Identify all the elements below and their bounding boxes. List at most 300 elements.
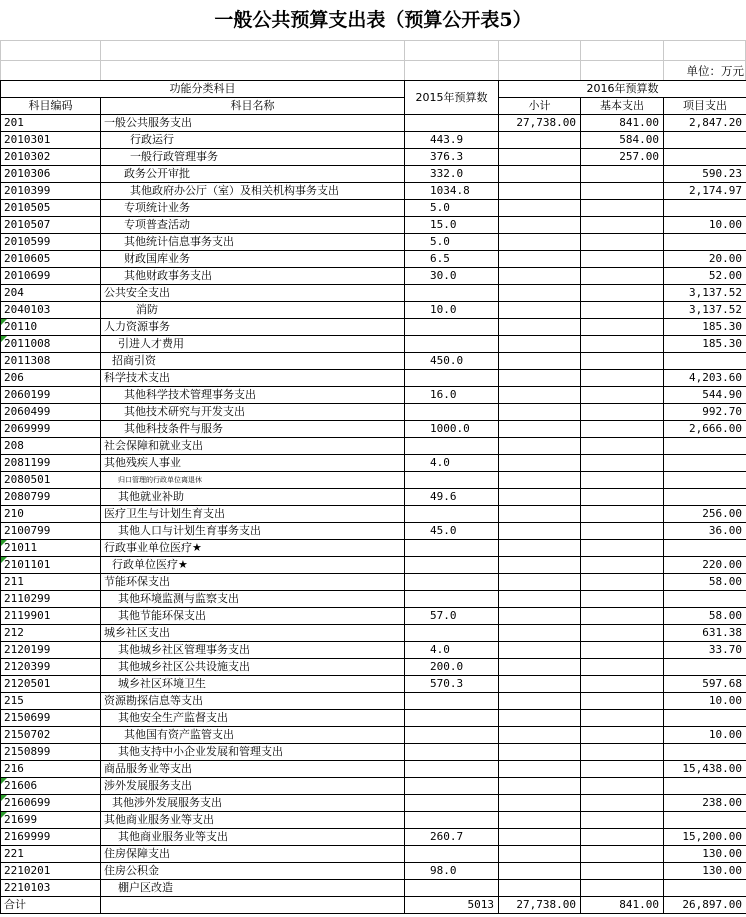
row-code: 204 <box>1 285 101 302</box>
row-basic <box>581 166 664 183</box>
header-budget-2016: 2016年预算数 <box>499 81 746 98</box>
table-row <box>1 234 746 251</box>
row-2015 <box>405 115 499 132</box>
row-project <box>664 132 746 149</box>
row-name: 公共安全支出 <box>101 285 405 302</box>
row-code: 2060499 <box>1 404 101 421</box>
row-project: 185.30 <box>664 319 746 336</box>
row-code: 2010699 <box>1 268 101 285</box>
row-subtotal <box>499 591 581 608</box>
table-row <box>1 778 746 795</box>
row-subtotal <box>499 642 581 659</box>
row-code: 2010507 <box>1 217 101 234</box>
row-project <box>664 710 746 727</box>
row-name: 其他城乡社区管理事务支出 <box>101 642 405 659</box>
table-row <box>1 506 746 523</box>
row-subtotal <box>499 234 581 251</box>
row-subtotal <box>499 574 581 591</box>
row-name: 棚户区改造 <box>101 880 405 897</box>
row-2015 <box>405 438 499 455</box>
row-basic <box>581 540 664 557</box>
total-name-cell <box>101 897 405 914</box>
row-project: 992.70 <box>664 404 746 421</box>
row-2015: 5.0 <box>405 200 499 217</box>
row-name: 归口管理的行政单位离退休 <box>101 472 405 489</box>
row-2015: 4.0 <box>405 455 499 472</box>
row-2015: 200.0 <box>405 659 499 676</box>
row-code: 2010605 <box>1 251 101 268</box>
table-row <box>1 710 746 727</box>
total-row <box>1 897 746 914</box>
header-budget-2015: 2015年预算数 <box>405 81 499 115</box>
row-code: 2100799 <box>1 523 101 540</box>
row-2015 <box>405 472 499 489</box>
row-project: 130.00 <box>664 863 746 880</box>
table-row <box>1 132 746 149</box>
row-basic <box>581 302 664 319</box>
row-subtotal <box>499 183 581 200</box>
row-code: 2150899 <box>1 744 101 761</box>
row-project: 3,137.52 <box>664 302 746 319</box>
row-basic <box>581 489 664 506</box>
row-code: 2119901 <box>1 608 101 625</box>
total-2015: 5013 <box>405 897 499 914</box>
row-2015: 49.6 <box>405 489 499 506</box>
table-row <box>1 693 746 710</box>
row-subtotal <box>499 863 581 880</box>
row-basic <box>581 387 664 404</box>
row-subtotal <box>499 846 581 863</box>
row-name: 其他财政事务支出 <box>101 268 405 285</box>
row-code: 210 <box>1 506 101 523</box>
row-name: 专项统计业务 <box>101 200 405 217</box>
row-2015: 5.0 <box>405 234 499 251</box>
row-basic <box>581 710 664 727</box>
row-2015: 6.5 <box>405 251 499 268</box>
row-project: 3,137.52 <box>664 285 746 302</box>
row-project: 52.00 <box>664 268 746 285</box>
row-code: 211 <box>1 574 101 591</box>
row-basic <box>581 285 664 302</box>
row-basic <box>581 676 664 693</box>
row-code: 2010301 <box>1 132 101 149</box>
row-basic <box>581 727 664 744</box>
row-2015: 260.7 <box>405 829 499 846</box>
row-project: 185.30 <box>664 336 746 353</box>
row-subtotal <box>499 268 581 285</box>
row-subtotal <box>499 387 581 404</box>
row-subtotal <box>499 540 581 557</box>
row-project: 33.70 <box>664 642 746 659</box>
row-subtotal <box>499 200 581 217</box>
row-code: 2010599 <box>1 234 101 251</box>
row-subtotal <box>499 353 581 370</box>
row-basic <box>581 455 664 472</box>
row-name: 其他人口与计划生育事务支出 <box>101 523 405 540</box>
row-2015: 10.0 <box>405 302 499 319</box>
row-name: 行政单位医疗★ <box>101 557 405 574</box>
row-name: 消防 <box>101 302 405 319</box>
table-row <box>1 404 746 421</box>
row-name: 其他国有资产监管支出 <box>101 727 405 744</box>
row-basic <box>581 846 664 863</box>
row-2015 <box>405 285 499 302</box>
row-code: 221 <box>1 846 101 863</box>
row-project: 544.90 <box>664 387 746 404</box>
table-row <box>1 557 746 574</box>
row-project: 2,847.20 <box>664 115 746 132</box>
row-subtotal <box>499 251 581 268</box>
row-project: 590.23 <box>664 166 746 183</box>
table-row <box>1 642 746 659</box>
row-project: 58.00 <box>664 574 746 591</box>
row-name: 其他政府办公厅（室）及相关机构事务支出 <box>101 183 405 200</box>
row-2015: 45.0 <box>405 523 499 540</box>
row-code: 21011 <box>1 540 101 557</box>
table-row <box>1 812 746 829</box>
total-basic: 841.00 <box>581 897 664 914</box>
row-code: 2011008 <box>1 336 101 353</box>
row-2015 <box>405 591 499 608</box>
row-project <box>664 659 746 676</box>
row-basic <box>581 506 664 523</box>
row-project: 10.00 <box>664 217 746 234</box>
table-row <box>1 489 746 506</box>
row-project: 256.00 <box>664 506 746 523</box>
row-subtotal <box>499 676 581 693</box>
row-subtotal <box>499 149 581 166</box>
row-project: 631.38 <box>664 625 746 642</box>
row-basic <box>581 591 664 608</box>
row-basic <box>581 183 664 200</box>
row-code: 215 <box>1 693 101 710</box>
row-name: 资源勘探信息等支出 <box>101 693 405 710</box>
cell-marker-icon <box>1 336 7 342</box>
row-name: 引进人才费用 <box>101 336 405 353</box>
row-basic <box>581 336 664 353</box>
row-project <box>664 744 746 761</box>
row-2015 <box>405 744 499 761</box>
row-subtotal <box>499 285 581 302</box>
row-basic <box>581 608 664 625</box>
row-project: 597.68 <box>664 676 746 693</box>
row-basic <box>581 217 664 234</box>
row-name: 住房公积金 <box>101 863 405 880</box>
row-project <box>664 778 746 795</box>
table-row <box>1 846 746 863</box>
row-project <box>664 353 746 370</box>
row-name: 其他技术研究与开发支出 <box>101 404 405 421</box>
row-2015 <box>405 710 499 727</box>
row-basic <box>581 370 664 387</box>
table-row <box>1 455 746 472</box>
row-2015: 15.0 <box>405 217 499 234</box>
row-2015 <box>405 319 499 336</box>
row-basic <box>581 404 664 421</box>
row-basic <box>581 438 664 455</box>
row-code: 2120501 <box>1 676 101 693</box>
row-code: 2169999 <box>1 829 101 846</box>
row-project: 4,203.60 <box>664 370 746 387</box>
page-title: 一般公共预算支出表（预算公开表5） <box>214 9 532 31</box>
unit-label: 单位：万元 <box>686 64 744 78</box>
row-2015 <box>405 370 499 387</box>
row-2015 <box>405 778 499 795</box>
row-subtotal <box>499 421 581 438</box>
row-name: 专项普查活动 <box>101 217 405 234</box>
row-project: 220.00 <box>664 557 746 574</box>
table-row <box>1 540 746 557</box>
table-row <box>1 676 746 693</box>
row-project: 2,666.00 <box>664 421 746 438</box>
row-code: 201 <box>1 115 101 132</box>
table-row <box>1 217 746 234</box>
row-name: 其他环境监测与监察支出 <box>101 591 405 608</box>
row-2015 <box>405 693 499 710</box>
table-row <box>1 438 746 455</box>
row-subtotal <box>499 608 581 625</box>
row-name: 政务公开审批 <box>101 166 405 183</box>
row-project: 20.00 <box>664 251 746 268</box>
row-subtotal <box>499 404 581 421</box>
row-name: 一般行政管理事务 <box>101 149 405 166</box>
table-row <box>1 863 746 880</box>
row-subtotal <box>499 166 581 183</box>
row-name: 其他涉外发展服务支出 <box>101 795 405 812</box>
cell-marker-icon <box>1 319 7 325</box>
row-project: 2,174.97 <box>664 183 746 200</box>
row-name: 住房保障支出 <box>101 846 405 863</box>
row-basic <box>581 557 664 574</box>
row-basic <box>581 625 664 642</box>
table-row <box>1 421 746 438</box>
row-basic <box>581 863 664 880</box>
table-row <box>1 353 746 370</box>
row-code: 2210201 <box>1 863 101 880</box>
header-category: 功能分类科目 <box>1 81 405 98</box>
row-code: 212 <box>1 625 101 642</box>
row-2015 <box>405 574 499 591</box>
total-project: 26,897.00 <box>664 897 746 914</box>
row-subtotal <box>499 880 581 897</box>
row-subtotal <box>499 370 581 387</box>
table-row <box>1 319 746 336</box>
row-code: 2069999 <box>1 421 101 438</box>
row-code: 2010302 <box>1 149 101 166</box>
row-project <box>664 472 746 489</box>
row-project: 238.00 <box>664 795 746 812</box>
row-basic <box>581 353 664 370</box>
header-basic: 基本支出 <box>581 98 664 115</box>
row-subtotal <box>499 217 581 234</box>
table-row <box>1 523 746 540</box>
row-2015 <box>405 557 499 574</box>
row-2015: 4.0 <box>405 642 499 659</box>
row-code: 2101101 <box>1 557 101 574</box>
row-basic <box>581 574 664 591</box>
table-row <box>1 336 746 353</box>
row-2015: 443.9 <box>405 132 499 149</box>
row-name: 其他商业服务业等支出 <box>101 812 405 829</box>
table-row <box>1 268 746 285</box>
row-2015 <box>405 795 499 812</box>
row-code: 208 <box>1 438 101 455</box>
row-2015: 57.0 <box>405 608 499 625</box>
row-basic: 584.00 <box>581 132 664 149</box>
row-subtotal <box>499 761 581 778</box>
header-subtotal: 小计 <box>499 98 581 115</box>
row-subtotal <box>499 659 581 676</box>
row-name: 行政运行 <box>101 132 405 149</box>
table-row <box>1 880 746 897</box>
row-code: 20110 <box>1 319 101 336</box>
row-basic <box>581 829 664 846</box>
row-code: 2120399 <box>1 659 101 676</box>
row-name: 人力资源事务 <box>101 319 405 336</box>
row-code: 2010505 <box>1 200 101 217</box>
row-name: 其他城乡社区公共设施支出 <box>101 659 405 676</box>
row-2015: 332.0 <box>405 166 499 183</box>
table-row <box>1 659 746 676</box>
row-code: 2160699 <box>1 795 101 812</box>
row-code: 216 <box>1 761 101 778</box>
table-row <box>1 302 746 319</box>
row-subtotal <box>499 506 581 523</box>
row-name: 其他支持中小企业发展和管理支出 <box>101 744 405 761</box>
row-basic <box>581 778 664 795</box>
row-basic: 257.00 <box>581 149 664 166</box>
row-name: 节能环保支出 <box>101 574 405 591</box>
row-project <box>664 438 746 455</box>
row-subtotal <box>499 778 581 795</box>
row-project: 10.00 <box>664 693 746 710</box>
row-project <box>664 149 746 166</box>
row-2015: 450.0 <box>405 353 499 370</box>
table-row <box>1 574 746 591</box>
cell-marker-icon <box>1 557 7 563</box>
row-project <box>664 455 746 472</box>
row-name: 城乡社区环境卫生 <box>101 676 405 693</box>
row-subtotal <box>499 472 581 489</box>
row-basic <box>581 319 664 336</box>
row-2015 <box>405 336 499 353</box>
row-name: 其他残疾人事业 <box>101 455 405 472</box>
row-name: 一般公共服务支出 <box>101 115 405 132</box>
row-subtotal <box>499 744 581 761</box>
row-basic <box>581 659 664 676</box>
row-subtotal <box>499 302 581 319</box>
row-project: 10.00 <box>664 727 746 744</box>
row-subtotal <box>499 455 581 472</box>
row-2015 <box>405 812 499 829</box>
cell-marker-icon <box>1 812 7 818</box>
row-subtotal <box>499 812 581 829</box>
table-row <box>1 829 746 846</box>
row-2015 <box>405 761 499 778</box>
row-2015: 570.3 <box>405 676 499 693</box>
row-code: 2210103 <box>1 880 101 897</box>
row-name: 医疗卫生与计划生育支出 <box>101 506 405 523</box>
row-2015 <box>405 404 499 421</box>
row-subtotal <box>499 795 581 812</box>
row-project <box>664 540 746 557</box>
row-basic: 841.00 <box>581 115 664 132</box>
row-subtotal <box>499 829 581 846</box>
row-subtotal <box>499 132 581 149</box>
row-project: 36.00 <box>664 523 746 540</box>
row-name: 社会保障和就业支出 <box>101 438 405 455</box>
row-subtotal <box>499 727 581 744</box>
row-basic <box>581 251 664 268</box>
row-project <box>664 200 746 217</box>
table-row <box>1 727 746 744</box>
row-code: 2110299 <box>1 591 101 608</box>
row-basic <box>581 642 664 659</box>
row-subtotal <box>499 693 581 710</box>
table-row <box>1 115 746 132</box>
table-row <box>1 608 746 625</box>
row-project: 15,200.00 <box>664 829 746 846</box>
row-subtotal <box>499 489 581 506</box>
row-code: 2040103 <box>1 302 101 319</box>
cell-marker-icon <box>1 778 7 784</box>
row-project <box>664 489 746 506</box>
row-name: 招商引资 <box>101 353 405 370</box>
row-project: 130.00 <box>664 846 746 863</box>
row-code: 2080501 <box>1 472 101 489</box>
row-project <box>664 812 746 829</box>
row-2015 <box>405 506 499 523</box>
budget-table <box>0 80 746 914</box>
row-basic <box>581 200 664 217</box>
row-basic <box>581 234 664 251</box>
row-code: 2080799 <box>1 489 101 506</box>
table-row <box>1 166 746 183</box>
row-name: 其他节能环保支出 <box>101 608 405 625</box>
row-name: 涉外发展服务支出 <box>101 778 405 795</box>
row-subtotal <box>499 523 581 540</box>
row-basic <box>581 523 664 540</box>
row-2015 <box>405 540 499 557</box>
table-row <box>1 591 746 608</box>
table-body <box>1 115 746 897</box>
table-row <box>1 795 746 812</box>
row-subtotal <box>499 319 581 336</box>
row-2015: 1000.0 <box>405 421 499 438</box>
header-name: 科目名称 <box>101 98 405 115</box>
table-row <box>1 625 746 642</box>
row-code: 2081199 <box>1 455 101 472</box>
row-basic <box>581 744 664 761</box>
cell-marker-icon <box>1 795 7 801</box>
table-row <box>1 472 746 489</box>
table-row <box>1 251 746 268</box>
row-project <box>664 234 746 251</box>
row-name: 其他安全生产监督支出 <box>101 710 405 727</box>
row-basic <box>581 421 664 438</box>
row-code: 2120199 <box>1 642 101 659</box>
row-subtotal <box>499 557 581 574</box>
row-project: 15,438.00 <box>664 761 746 778</box>
row-name: 财政国库业务 <box>101 251 405 268</box>
row-code: 2011308 <box>1 353 101 370</box>
row-basic <box>581 693 664 710</box>
total-subtotal: 27,738.00 <box>499 897 581 914</box>
row-2015 <box>405 727 499 744</box>
row-2015 <box>405 846 499 863</box>
row-2015: 30.0 <box>405 268 499 285</box>
row-name: 商品服务业等支出 <box>101 761 405 778</box>
